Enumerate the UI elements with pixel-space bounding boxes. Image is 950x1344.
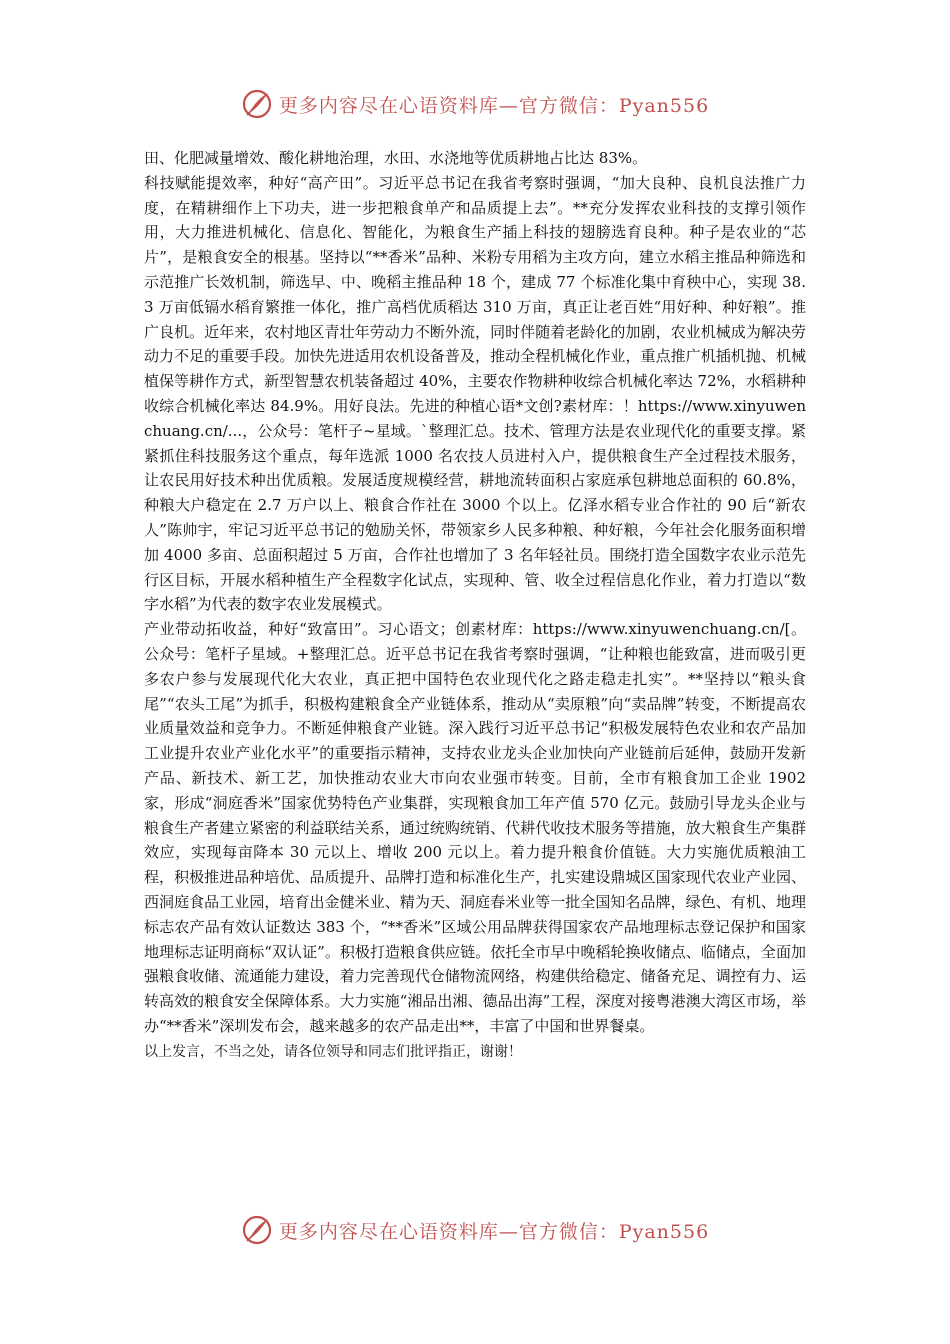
header-banner-text: 更多内容尽在心语资料库—官方微信：Pyan556 [278,94,710,117]
document-body [144,146,806,1064]
footer-banner [0,1210,950,1250]
feather-pen-circle-icon [241,88,273,120]
paragraph-2: 科技赋能提效率，种好“高产田”。习近平总书记在我省考察时强调，“加大良种、良机良法推广力度，在精耕细作上下功夫，进一步把粮食单产和品质提上去”。**充分发挥农业科技的支撑引领作用，大力推进机械化、信息化、智能化，为粮食生产插上科技的翅膀选育良种。种子是农业的“芯片”，是粮食安全的根基。坚持以“**香米”品种、米粉专用稻为主攻方向，建立水稻主推品种筛选和示范推广长效机制，筛选早、中、晚稻主推品种 18 个，建成 77 个标准化集中育秧中心，实现 38.3 万亩低镉水稻育繁推一体化，推广高档优质稻达 310 万亩，真正让老百姓“用好种、种好粮”。推广良机。近年来，农村地区青壮年劳动力不断外流，同时伴随着老龄化的加剧，农业机械成为解决劳动力不足的重要手段。加快先进适用农机设备普及，推动全程机械化作业，重点推广机插机抛、机械植保等耕作方式，新型智慧农机装备超过 40%，主要农作物耕种收综合机械化率达 72%，水稻耕种收综合机械化率达 84.9%。用好良法。先进的种植心语*文创?素材库：！https://www.xinyuwenchuang.cn/...，公众号：笔杆子~星域。`整理汇总。技术、管理方法是农业现代化的重要支撑。紧紧抓住科技服务这个重点，每年选派 1000 名农技人员进村入户，提供粮食生产全过程技术服务，让农民用好技术种出优质粮。发展适度规模经营，耕地流转面积占家庭承包耕地总面积的 60.8%，种粮大户稳定在 2.7 万户以上、粮食合作社在 3000 个以上。亿泽水稻专业合作社的 90 后“新农人”陈帅宇，牢记习近平总书记的勉励关怀，带领家乡人民多种粮、种好粮，今年社会化服务面积增加 4000 多亩、总面积超过 5 万亩，合作社也增加了 3 名年轻社员。围绕打造全国数字农业示范先行区目标，开展水稻种植生产全程数字化试点，实现种、管、收全过程信息化作业，着力打造以“数字水稻”为代表的数字农业发展模式。 [144,173,806,614]
feather-pen-circle-icon [241,1214,273,1246]
footer-banner-text: 更多内容尽在心语资料库—官方微信：Pyan556 [278,1220,710,1243]
paragraph-1: 田、化肥减量增效、酸化耕地治理，水田、水浇地等优质耕地占比达 83%。 [144,149,648,167]
paragraph-3: 产业带动拓收益，种好“致富田”。习心语文；创素材库：https://www.xinyuwenchuang.cn/[。公众号：笔杆子星域。+整理汇总。近平总书记在我省考察时强调，“让种粮也能致富，进而吸引更多农户参与发展现代化大农业，真正把中国特色农业现代化之路走稳走扎实”。**坚持以“粮头食尾”“农头工尾”为抓手，积极构建粮食全产业链体系，推动从“卖原粮”向“卖品牌”转变，不断提高农业质量效益和竞争力。不断延伸粮食产业链。深入践行习近平总书记“积极发展特色农业和农产品加工业提升农业产业化水平”的重要指示精神，支持农业龙头企业加快向产业链前后延伸，鼓励开发新产品、新技术、新工艺，加快推动农业大市向农业强市转变。目前，全市有粮食加工企业 1902 家，形成“洞庭香米”国家优势特色产业集群，实现粮食加工年产值 570 亿元。鼓励引导龙头企业与粮食生产者建立紧密的利益联结关系，通过统购统销、代耕代收技术服务等措施，放大粮食生产集群效应，实现每亩降本 30 元以上、增收 200 元以上。着力提升粮食价值链。大力实施优质粮油工程，积极推进品种培优、品质提升、品牌打造和标准化生产，扎实建设鼎城区国家现代农业产业园、西洞庭食品工业园，培育出金健米业、精为天、洞庭春米业等一批全国知名品牌，绿色、有机、地理标志农产品有效认证数达 383 个，“**香米”区域公用品牌获得国家农产品地理标志登记保护和国家地理标志证明商标“双认证”。积极打造粮食供应链。依托全市早中晚稻轮换收储点、临储点，全面加强粮食收储、流通能力建设，着力完善现代仓储物流网络，构建供给稳定、储备充足、调控有力、运转高效的粮食安全保障体系。大力实施“湘品出湘、德品出海”工程，深度对接粤港澳大湾区市场，举办“**香米”深圳发布会，越来越多的农产品走出**，丰富了中国和世界餐桌。 [144,620,806,1035]
closing-remark: 以上发言，不当之处，请各位领导和同志们批评指正，谢谢！ [144,1043,522,1060]
header-banner [0,84,950,124]
